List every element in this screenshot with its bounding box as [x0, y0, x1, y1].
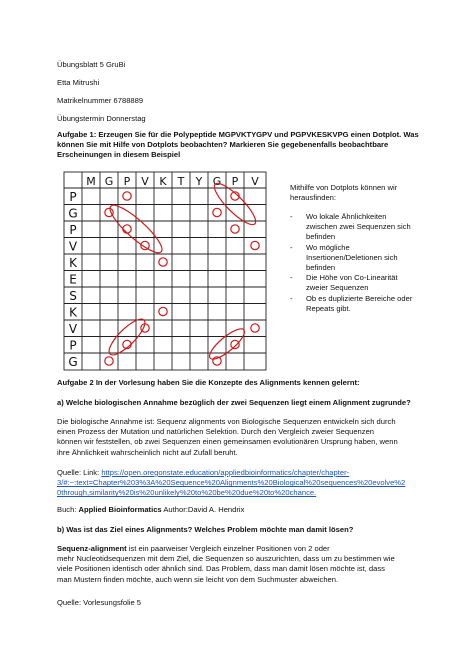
row-label: K — [69, 305, 77, 320]
answer-a — [57, 417, 398, 458]
aufgabe1-line: Aufgabe 1: Erzeugen Sie für die Polypeptide MGPVKTYGPV und PGPVKESKVPG einen Dotplot. Was — [57, 130, 419, 139]
source-link-block — [57, 468, 405, 499]
match-dot — [251, 324, 259, 332]
col-label: Y — [195, 175, 203, 188]
match-dot — [251, 241, 259, 249]
answer-b-line: mehr Nucleotidsequenzen mit dem Ziel, die Sequenzen so auszurichten, dass um zu bestimmen wie — [57, 554, 395, 564]
match-dot — [123, 192, 131, 200]
observation-list — [290, 212, 412, 314]
col-label: G — [104, 175, 114, 188]
row-label: V — [68, 239, 78, 254]
aufgabe1-question — [57, 130, 419, 161]
match-dot — [231, 340, 239, 348]
col-label: V — [141, 175, 149, 188]
book-author: Author:David A. Hendrix — [161, 505, 245, 514]
row-label: S — [69, 289, 77, 303]
item-line: Die Höhe von Co-Linearität — [306, 273, 398, 283]
item-line: befinden — [306, 263, 336, 273]
match-dot — [159, 307, 167, 315]
col-label: M — [86, 175, 96, 188]
item-line: Wo lokale Ähnlichkeiten — [306, 212, 387, 221]
row-label: K — [69, 256, 77, 270]
item-line: Wo mögliche — [306, 242, 350, 252]
observation-item — [290, 243, 412, 274]
side-intro — [290, 183, 397, 203]
answer-b-term: Sequenz-alignment — [57, 544, 127, 553]
row-label: G — [68, 206, 78, 221]
row-label: G — [68, 355, 78, 369]
row-label: P — [69, 190, 77, 204]
item-line: zweier Sequenzen — [306, 283, 369, 293]
match-dot — [123, 225, 131, 233]
side-intro-line: herausfinden: — [290, 193, 337, 203]
source-link[interactable]: 3/#:~:text=Chapter%203%3A%20Sequence%20Alignments%20Biological%20sequences%20evolve%2 — [57, 478, 406, 488]
question-b: b) Was ist das Ziel eines Alignments? Welches Problem möchte man damit lösen? — [57, 525, 354, 534]
side-intro-line: Mithilfe von Dotplots können wir — [290, 183, 398, 192]
book-label: Buch: — [57, 505, 79, 514]
col-label: T — [177, 175, 185, 188]
item-line: zwischen zwei Sequenzen sich — [306, 222, 411, 232]
matrikel-number: Matrikelnummer 6788889 — [57, 96, 144, 105]
item-line: Insertionen/Deletionen sich — [306, 252, 398, 262]
sheet-title: Übungsblatt 5 GruBi — [57, 60, 126, 69]
answer-b-line: man Mustern finden möchte, auch wenn sie leicht von dem Suchmuster abweichen. — [57, 574, 339, 584]
source-link[interactable]: 0through,similarity%20is%20unlikely%20to%20be%20due%20to%20chance. — [57, 488, 317, 498]
row-label: E — [69, 272, 77, 287]
match-dot — [105, 357, 113, 365]
col-label: V — [251, 175, 259, 188]
aufgabe2-heading: Aufgabe 2 In der Vorlesung haben Sie die Konzepte des Alignments kennen gelernt: — [57, 378, 360, 387]
answer-a-line: ihre Ähnlichkeit wahrscheinlich nicht auf Zufall beruht. — [57, 447, 238, 457]
bullet-dash: - — [290, 293, 293, 303]
item-line: befinden — [306, 232, 336, 242]
bullet-dash: - — [290, 212, 293, 221]
answer-b — [57, 544, 395, 585]
row-label: P — [69, 338, 77, 353]
match-dot — [231, 225, 239, 233]
answer-a-line: einen Prozess der Mutation und natürlichen Selektion. Durch den Vergleich zweier Sequenzen — [57, 427, 375, 437]
student-name: Etta Mitrushi — [57, 78, 100, 87]
answer-a-line: können wir feststellen, ob zwei Sequenzen einen gemeinsamen evolutionären Ursprung haben, wenn — [57, 437, 398, 447]
col-label: P — [231, 175, 239, 188]
aufgabe1-line: Erscheinungen in diesem Beispiel — [57, 150, 181, 160]
book-reference — [57, 505, 244, 515]
source-lecture: Quelle: Vorlesungsfolie 5 — [57, 598, 142, 607]
col-label: K — [159, 175, 167, 188]
aufgabe1-line: können Sie mit Hilfe von Dotplots beobachten? Markieren Sie gegebenenfalls beobachtbare — [57, 140, 389, 150]
book-title: Applied Bioinformatics — [78, 505, 162, 514]
answer-b-line: viele Positionen identisch oder ähnlich sind. Das Problem, dass man damit lösen möchte ist, dass — [57, 564, 385, 574]
item-line: Repeats gibt. — [306, 303, 351, 313]
source-link[interactable]: https://open.oregonstate.education/appliedbioinformatics/chapter/chapter- — [101, 468, 350, 477]
source-label: Quelle: Link: — [57, 468, 102, 477]
observation-item — [290, 212, 412, 243]
item-line: Ob es duplizierte Bereiche oder — [306, 293, 413, 303]
observation-item — [290, 273, 412, 293]
answer-b-first-line: ist ein paarweiser Vergleich einzelner Positionen von 2 oder — [126, 544, 330, 553]
dotplot-sketch — [60, 160, 272, 374]
dotplot-marks — [104, 179, 260, 366]
row-label: V — [68, 322, 78, 336]
match-dot — [213, 208, 221, 216]
match-dot — [159, 258, 167, 266]
row-label: P — [69, 223, 77, 237]
col-label: G — [212, 175, 222, 188]
observation-item — [290, 294, 412, 314]
bullet-dash: - — [290, 242, 293, 252]
answer-a-line: Die biologische Annahme ist: Sequenz alignments von Biologische Sequenzen entwickeln sich durch — [57, 417, 396, 426]
exercise-date: Übungstermin Donnerstag — [57, 114, 146, 123]
col-label: P — [123, 175, 131, 188]
question-a: a) Welche biologischen Annahme bezüglich der zwei Sequenzen liegt einem Alignment zugrunde? — [57, 398, 411, 407]
bullet-dash: - — [290, 273, 293, 283]
region-outline — [206, 324, 249, 363]
